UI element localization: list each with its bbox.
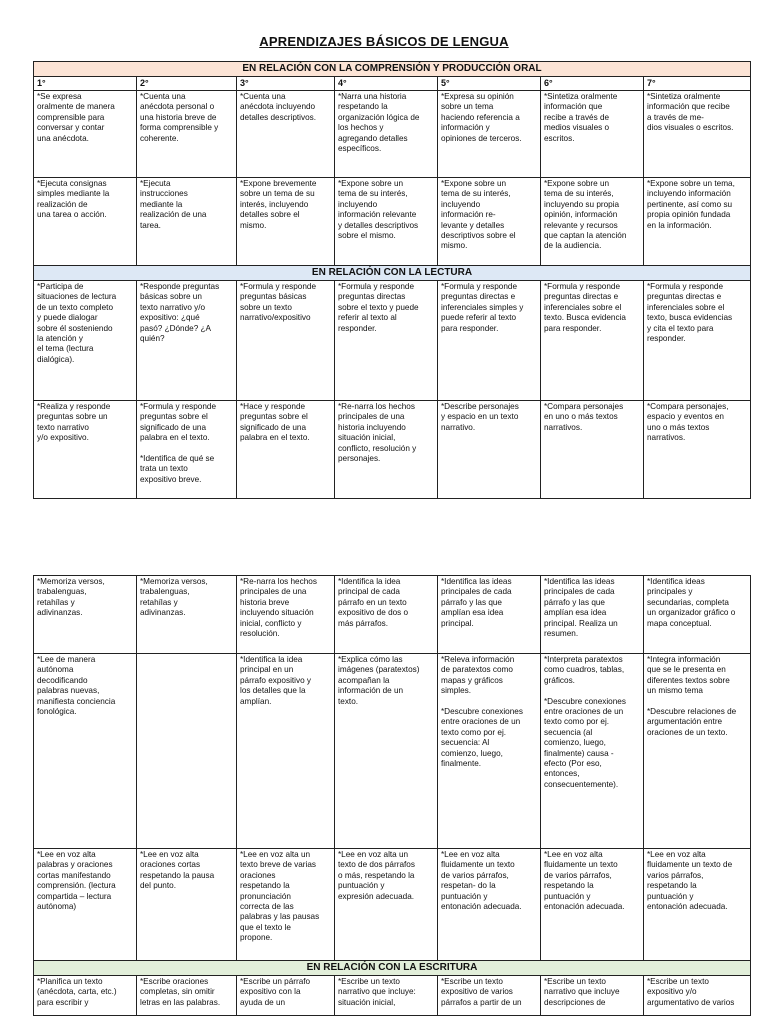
section-title-lectura: EN RELACIÓN CON LA LECTURA bbox=[34, 266, 751, 281]
table-cell: *Narra una historia respetando la organización lógica de los hechos y agregando detalles específicos. bbox=[335, 91, 438, 178]
table-cell: *Formula y responde preguntas directas e inferenciales sobre el texto. Busca evidencia para responder. bbox=[541, 281, 644, 401]
table-cell: *Ejecuta consignas simples mediante la realización de una tarea o acción. bbox=[34, 178, 137, 266]
table-row bbox=[34, 281, 751, 401]
table-cell: *Memoriza versos, trabalenguas, retahílas y adivinanzas. bbox=[137, 576, 237, 654]
table-cell: *Describe personajes y espacio en un texto narrativo. bbox=[438, 401, 541, 499]
table-row bbox=[34, 849, 751, 961]
table-cell: *Responde preguntas básicas sobre un texto narrativo y/o expositivo: ¿qué pasó? ¿Dónde? ¿A quién? bbox=[137, 281, 237, 401]
table-part-2 bbox=[33, 575, 751, 1016]
table-cell: *Identifica las ideas principales de cada párrafo y las que amplían esa idea principal. Realiza un resumen. bbox=[541, 576, 644, 654]
grade-header: 3° bbox=[237, 77, 335, 91]
table-cell: *Identifica ideas principales y secundarias, completa un organizador gráfico o mapa conceptual. bbox=[644, 576, 751, 654]
table-row bbox=[34, 401, 751, 499]
table-cell: *Escribe un texto narrativo que incluye descripciones de bbox=[541, 976, 644, 1016]
table-row bbox=[34, 91, 751, 178]
table-cell: *Formula y responde preguntas directas e inferenciales simples y puede referir al texto para responder. bbox=[438, 281, 541, 401]
table-cell: *Formula y responde preguntas directas sobre el texto y puede referir al texto al responder. bbox=[335, 281, 438, 401]
table-cell bbox=[137, 654, 237, 849]
table-cell: *Compara personajes en uno o más textos narrativos. bbox=[541, 401, 644, 499]
table-cell: *Sintetiza oralmente información que recibe a través de me- dios visuales o escritos. bbox=[644, 91, 751, 178]
table-cell: *Expone sobre un tema, incluyendo información pertinente, así como su propia opinión fundada en la información. bbox=[644, 178, 751, 266]
table-cell: *Explica cómo las imágenes (paratextos) acompañan la información de un texto. bbox=[335, 654, 438, 849]
table-cell: *Escribe un párrafo expositivo con la ayuda de un bbox=[237, 976, 335, 1016]
table-cell: *Participa de situaciones de lectura de un texto completo y puede dialogar sobre él sosteniendo la atención y el tema (lectura dialógica). bbox=[34, 281, 137, 401]
section-title-escritura: EN RELACIÓN CON LA ESCRITURA bbox=[34, 961, 751, 976]
table-row bbox=[34, 976, 751, 1016]
table-cell: *Se expresa oralmente de manera comprensible para conversar y contar una anécdota. bbox=[34, 91, 137, 178]
table-cell: *Escribe un texto expositivo y/o argumentativo de varios bbox=[644, 976, 751, 1016]
table-cell: *Formula y responde preguntas básicas sobre un texto narrativo/expositivo bbox=[237, 281, 335, 401]
table-part-1 bbox=[33, 61, 751, 499]
table-cell: *Sintetiza oralmente información que recibe a través de medios visuales o escritos. bbox=[541, 91, 644, 178]
table-cell: *Expone sobre un tema de su interés, incluyendo su propia opinión, información relevante y recursos que captan la atención de la audiencia. bbox=[541, 178, 644, 266]
table-cell: *Interpreta paratextos como cuadros, tablas, gráficos. *Descubre conexiones entre oraciones de un texto como por ej. secuencia (al comienzo, luego, finalmente) causa - efecto (Por eso, entonces, consecuentemente). bbox=[541, 654, 644, 849]
table-cell: *Lee en voz alta oraciones cortas respetando la pausa del punto. bbox=[137, 849, 237, 961]
table-cell: *Formula y responde preguntas directas e inferenciales sobre el texto, busca evidencias y cita el texto para responder. bbox=[644, 281, 751, 401]
table-cell: *Formula y responde preguntas sobre el significado de una palabra en el texto. *Identifica de qué se trata un texto expositivo breve. bbox=[137, 401, 237, 499]
table-cell: *Ejecuta instrucciones mediante la realización de una tarea. bbox=[137, 178, 237, 266]
table-row bbox=[34, 576, 751, 654]
table-cell: *Identifica las ideas principales de cada párrafo y las que amplían esa idea principal. bbox=[438, 576, 541, 654]
table-cell: *Cuenta una anécdota incluyendo detalles descriptivos. bbox=[237, 91, 335, 178]
table-cell: *Lee en voz alta un texto breve de varias oraciones respetando la pronunciación correcta de las palabras y las pausas que el texto le propone. bbox=[237, 849, 335, 961]
table-cell: *Integra información que se le presenta en diferentes textos sobre un mismo tema *Descubre relaciones de argumentación entre oraciones de un texto. bbox=[644, 654, 751, 849]
table-cell: *Planifica un texto (anécdota, carta, etc.) para escribir y bbox=[34, 976, 137, 1016]
table-cell: *Escribe oraciones completas, sin omitir letras en las palabras. bbox=[137, 976, 237, 1016]
table-cell: *Memoriza versos, trabalenguas, retahílas y adivinanzas. bbox=[34, 576, 137, 654]
grade-header: 4° bbox=[335, 77, 438, 91]
table-row bbox=[34, 178, 751, 266]
table-cell: *Lee en voz alta fluidamente un texto de varios párrafos, respetando la puntuación y entonación adecuada. bbox=[644, 849, 751, 961]
table-cell: *Identifica la idea principal de cada párrafo en un texto expositivo de dos o más párrafos. bbox=[335, 576, 438, 654]
grade-header: 5° bbox=[438, 77, 541, 91]
table-cell: *Cuenta una anécdota personal o una historia breve de forma comprensible y coherente. bbox=[137, 91, 237, 178]
table-cell: *Lee en voz alta un texto de dos párrafos o más, respetando la puntuación y expresión adecuada. bbox=[335, 849, 438, 961]
grade-header: 2° bbox=[137, 77, 237, 91]
table-cell: *Lee en voz alta palabras y oraciones cortas manifestando comprensión. (lectura compartida – lectura autónoma) bbox=[34, 849, 137, 961]
table-cell: *Re-narra los hechos principales de una historia incluyendo situación inicial, conflicto, resolución y personajes. bbox=[335, 401, 438, 499]
table-cell: *Releva información de paratextos como mapas y gráficos simples. *Descubre conexiones entre oraciones de un texto como por ej. secuencia: Al comienzo, luego, finalmente. bbox=[438, 654, 541, 849]
grade-header-row bbox=[34, 77, 751, 91]
table-cell: *Escribe un texto narrativo que incluye: situación inicial, bbox=[335, 976, 438, 1016]
table-cell: *Re-narra los hechos principales de una historia breve incluyendo situación inicial, conflicto y resolución. bbox=[237, 576, 335, 654]
table-cell: *Escribe un texto expositivo de varios párrafos a partir de un bbox=[438, 976, 541, 1016]
table-cell: *Expone sobre un tema de su interés, incluyendo información relevante y detalles descriptivos sobre el mismo. bbox=[335, 178, 438, 266]
table-cell: *Hace y responde preguntas sobre el significado de una palabra en el texto. bbox=[237, 401, 335, 499]
grade-header: 1° bbox=[34, 77, 137, 91]
page-title: APRENDIZAJES BÁSICOS DE LENGUA bbox=[259, 34, 509, 49]
table-cell: *Compara personajes, espacio y eventos en uno o más textos narrativos. bbox=[644, 401, 751, 499]
table-cell: *Identifica la idea principal en un párrafo expositivo y los detalles que la amplían. bbox=[237, 654, 335, 849]
table-row bbox=[34, 654, 751, 849]
table-cell: *Expone sobre un tema de su interés, incluyendo información re- levante y detalles descriptivos sobre el mismo. bbox=[438, 178, 541, 266]
section-header-lectura bbox=[34, 266, 751, 281]
table-cell: *Lee en voz alta fluidamente un texto de varios párrafos, respetan- do la puntuación y entonación adecuada. bbox=[438, 849, 541, 961]
table-cell: *Lee en voz alta fluidamente un texto de varios párrafos, respetando la puntuación y entonación adecuada. bbox=[541, 849, 644, 961]
table-cell: *Lee de manera autónoma decodificando palabras nuevas, manifiesta conciencia fonológica. bbox=[34, 654, 137, 849]
table-cell: *Expone brevemente sobre un tema de su interés, incluyendo detalles sobre el mismo. bbox=[237, 178, 335, 266]
grade-header: 6° bbox=[541, 77, 644, 91]
table-cell: *Expresa su opinión sobre un tema haciendo referencia a información y opiniones de terceros. bbox=[438, 91, 541, 178]
table-cell: *Realiza y responde preguntas sobre un texto narrativo y/o expositivo. bbox=[34, 401, 137, 499]
grade-header: 7° bbox=[644, 77, 751, 91]
section-header-oral bbox=[34, 62, 751, 77]
section-header-escritura bbox=[34, 961, 751, 976]
section-title-oral: EN RELACIÓN CON LA COMPRENSIÓN Y PRODUCCIÓN ORAL bbox=[34, 62, 751, 77]
